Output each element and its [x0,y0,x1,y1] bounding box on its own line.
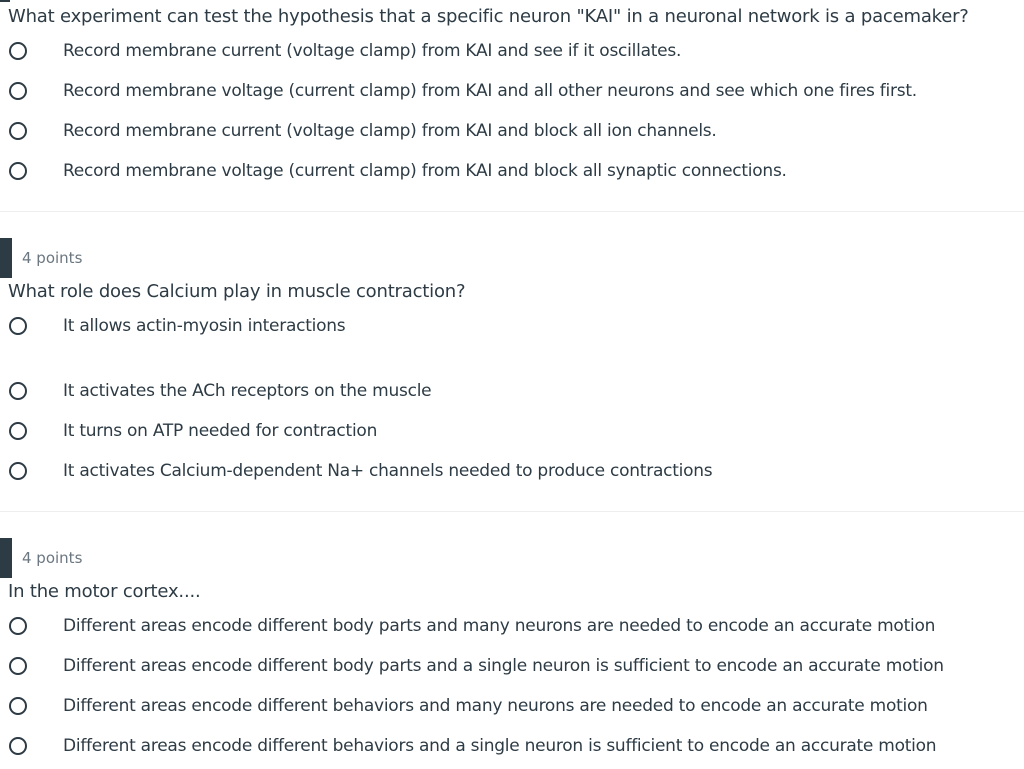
question-2-text: What role does Calcium play in muscle contraction? [8,281,466,302]
radio-button[interactable] [9,382,27,400]
question-2-points: 4 points [22,249,83,267]
option-label: It activates the ACh receptors on the muscle [63,381,432,401]
question-3-points: 4 points [22,549,83,567]
radio-button[interactable] [9,162,27,180]
question-indicator-bar [0,238,12,278]
option-label: Record membrane voltage (current clamp) from KAI and all other neurons and see which one fires first. [63,81,917,101]
option-label: Different areas encode different behaviors and a single neuron is sufficient to encode an accurate motion [63,736,937,756]
option-label: Record membrane voltage (current clamp) from KAI and block all synaptic connections. [63,161,787,181]
radio-button[interactable] [9,42,27,60]
question-1-text: What experiment can test the hypothesis that a specific neuron "KAI" in a neuronal network is a pacemaker? [8,6,969,27]
option-label: It activates Calcium-dependent Na+ channels needed to produce contractions [63,461,713,481]
question-3-text: In the motor cortex.... [8,581,201,602]
radio-button[interactable] [9,462,27,480]
radio-button[interactable] [9,317,27,335]
question-marker [0,0,10,2]
question-indicator-bar [0,538,12,578]
question-divider [0,211,1024,212]
option-label: It turns on ATP needed for contraction [63,421,378,441]
radio-button[interactable] [9,82,27,100]
radio-button[interactable] [9,737,27,755]
option-label: Different areas encode different body parts and a single neuron is sufficient to encode an accurate motion [63,656,944,676]
option-label: Different areas encode different behaviors and many neurons are needed to encode an accurate motion [63,696,928,716]
radio-button[interactable] [9,617,27,635]
radio-button[interactable] [9,122,27,140]
radio-button[interactable] [9,422,27,440]
option-label: It allows actin-myosin interactions [63,316,346,336]
option-label: Different areas encode different body parts and many neurons are needed to encode an accurate motion [63,616,936,636]
radio-button[interactable] [9,657,27,675]
radio-button[interactable] [9,697,27,715]
option-label: Record membrane current (voltage clamp) from KAI and block all ion channels. [63,121,717,141]
question-divider [0,511,1024,512]
option-label: Record membrane current (voltage clamp) from KAI and see if it oscillates. [63,41,682,61]
